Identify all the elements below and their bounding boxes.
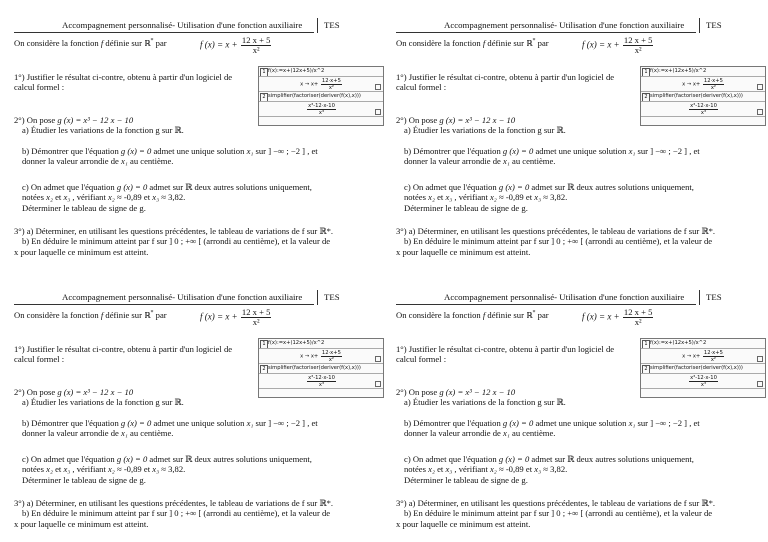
- question-2a: a) Étudier les variations de la fonction g sur ℝ.: [22, 397, 184, 408]
- cas-cell-marker: [757, 109, 763, 115]
- intro-text: On considère la fonction f définie sur ℝ* par: [396, 38, 549, 48]
- function-f-formula: f (x) = x + $\frac{12 x + 5}{\text{x²}}$: [582, 35, 653, 56]
- cas-cell-marker: [757, 381, 763, 387]
- question-3a: 3°) a) Déterminer, en utilisant les questions précédentes, le tableau de variations de f sur ℝ*.: [14, 226, 334, 236]
- cas-output-2: $\frac{\text{x³-12·x-10}}{\text{x³}}$: [641, 374, 765, 389]
- question-2: 2°) On pose g (x) = x³ − 12 x − 10 a) Étudier les variations de la fonction g sur ℝ.: [14, 115, 254, 136]
- question-3b: b) En déduire le minimum atteint par f sur ] 0 ; +∞ [ (arrondi au centième), et la valeur de: [404, 236, 713, 247]
- question-2c: c) On admet que l'équation g (x) = 0 admet sur ℝ deux autres solutions uniquement, notées x₂ et x₃ , vérifiant x₂ ≈ -0,89 et x₃ ≈ 3,82. Déterminer le tableau de signe de g.: [22, 182, 312, 213]
- cas-input-row-2: 2 simplifier(factoriser(deriver(f(x),x))): [641, 92, 765, 102]
- class-tag: TES: [706, 20, 722, 30]
- question-1: 1°) Justifier le résultat ci-contre, obtenu à partir d'un logiciel de calcul formel :: [14, 344, 233, 365]
- function-fraction: $\frac{12 x + 5}{\text{x²}}$: [623, 307, 653, 328]
- question-3a: 3°) a) Déterminer, en utilisant les questions précédentes, le tableau de variations de f sur ℝ*.: [14, 498, 334, 508]
- cas-output-2: $\frac{\text{x³-12·x-10}}{\text{x³}}$: [641, 102, 765, 117]
- intro-text: On considère la fonction f définie sur ℝ* par: [14, 38, 167, 48]
- worksheet-bottom-right: [396, 272, 766, 532]
- question-2: 2°) On pose g (x) = x³ − 12 x − 10 a) Étudier les variations de la fonction g sur ℝ.: [396, 387, 636, 408]
- cas-input-row-1: 1 f(x):=x+(12x+5)/x^2: [641, 339, 765, 349]
- question-3: 3°) a) Déterminer, en utilisant les questions précédentes, le tableau de variations de f sur ℝ*. b) En déduire le minimum atteint par f sur ] 0 ; +∞ [ (arrondi au centième), et la valeur de x pour laquelle ce minimum est atteint.: [396, 498, 716, 529]
- cas-screenshot: [640, 338, 766, 398]
- class-tag: TES: [324, 20, 340, 30]
- question-1: 1°) Justifier le résultat ci-contre, obtenu à partir d'un logiciel de calcul formel :: [396, 72, 615, 93]
- header: [14, 290, 384, 306]
- header-underline: [14, 304, 314, 305]
- question-3a: 3°) a) Déterminer, en utilisant les questions précédentes, le tableau de variations de f sur ℝ*.: [396, 498, 716, 508]
- cas-screenshot: [258, 66, 384, 126]
- cas-input-row-1: 1 f(x):=x+(12x+5)/x^2: [641, 67, 765, 77]
- cas-output-1: x → x+ $\frac{12\cdot x+5}{\text{x²}}$: [641, 349, 765, 364]
- cas-input-row-2: 2 simplifier(factoriser(deriver(f(x),x))): [259, 92, 383, 102]
- header-underline: [14, 32, 314, 33]
- cas-output-1: x → x+ $\frac{12\cdot x+5}{\text{x²}}$: [259, 77, 383, 92]
- question-2: 2°) On pose g (x) = x³ − 12 x − 10 a) Étudier les variations de la fonction g sur ℝ.: [14, 387, 254, 408]
- cas-screenshot: [640, 66, 766, 126]
- question-1: 1°) Justifier le résultat ci-contre, obtenu à partir d'un logiciel de calcul formel :: [396, 344, 615, 365]
- question-2: 2°) On pose g (x) = x³ − 12 x − 10 a) Étudier les variations de la fonction g sur ℝ.: [396, 115, 636, 136]
- header-title: Accompagnement personnalisé- Utilisation d'une fonction auxiliaire: [62, 292, 303, 302]
- header: [14, 18, 384, 34]
- function-f-formula: f (x) = x + $\frac{12 x + 5}{\text{x²}}$: [582, 307, 653, 328]
- cas-cell-marker: [375, 381, 381, 387]
- header-title: Accompagnement personnalisé- Utilisation d'une fonction auxiliaire: [444, 20, 685, 30]
- question-3: 3°) a) Déterminer, en utilisant les questions précédentes, le tableau de variations de f sur ℝ*. b) En déduire le minimum atteint par f sur ] 0 ; +∞ [ (arrondi au centième), et la valeur de x pour laquelle ce minimum est atteint.: [14, 498, 334, 529]
- question-2b: b) Démontrer que l'équation g (x) = 0 admet une unique solution x₁ sur ] −∞ ; −2 ] , et donner la valeur arrondie de x₁ au centième.: [404, 418, 700, 439]
- cas-input-row-1: 1 f(x):=x+(12x+5)/x^2: [259, 67, 383, 77]
- cas-cell-marker: [757, 356, 763, 362]
- cas-output-2: $\frac{\text{x³-12·x-10}}{\text{x³}}$: [259, 374, 383, 389]
- question-3b: b) En déduire le minimum atteint par f sur ] 0 ; +∞ [ (arrondi au centième), et la valeur de: [22, 508, 331, 519]
- cas-screenshot: [258, 338, 384, 398]
- header: [396, 290, 766, 306]
- cas-input-row-2: 2 simplifier(factoriser(deriver(f(x),x))): [641, 364, 765, 374]
- cas-output-1: x → x+ $\frac{12\cdot x+5}{\text{x²}}$: [641, 77, 765, 92]
- cas-cell-marker: [375, 109, 381, 115]
- question-2b: b) Démontrer que l'équation g (x) = 0 admet une unique solution x₁ sur ] −∞ ; −2 ] , et donner la valeur arrondie de x₁ au centième.: [22, 418, 318, 439]
- cas-cell-marker: [757, 84, 763, 90]
- header-separator: [317, 18, 318, 33]
- header-title: Accompagnement personnalisé- Utilisation d'une fonction auxiliaire: [62, 20, 303, 30]
- function-f-formula: f (x) = x + $\frac{12 x + 5}{\text{x²}}$: [200, 307, 271, 328]
- question-3: 3°) a) Déterminer, en utilisant les questions précédentes, le tableau de variations de f sur ℝ*. b) En déduire le minimum atteint par f sur ] 0 ; +∞ [ (arrondi au centième), et la valeur de x pour laquelle ce minimum est atteint.: [14, 226, 334, 257]
- cas-cell-marker: [375, 356, 381, 362]
- function-fraction: $\frac{12 x + 5}{\text{x²}}$: [241, 35, 271, 56]
- question-2c: c) On admet que l'équation g (x) = 0 admet sur ℝ deux autres solutions uniquement, notées x₂ et x₃ , vérifiant x₂ ≈ -0,89 et x₃ ≈ 3,82. Déterminer le tableau de signe de g.: [22, 454, 312, 485]
- question-2b: b) Démontrer que l'équation g (x) = 0 admet une unique solution x₁ sur ] −∞ ; −2 ] , et donner la valeur arrondie de x₁ au centième.: [404, 146, 700, 167]
- question-2c: c) On admet que l'équation g (x) = 0 admet sur ℝ deux autres solutions uniquement, notées x₂ et x₃ , vérifiant x₂ ≈ -0,89 et x₃ ≈ 3,82. Déterminer le tableau de signe de g.: [404, 454, 694, 485]
- cas-output-1: x → x+ $\frac{12\cdot x+5}{\text{x²}}$: [259, 349, 383, 364]
- intro-text: On considère la fonction f définie sur ℝ* par: [396, 310, 549, 320]
- question-2b: b) Démontrer que l'équation g (x) = 0 admet une unique solution x₁ sur ] −∞ ; −2 ] , et donner la valeur arrondie de x₁ au centième.: [22, 146, 318, 167]
- header: [396, 18, 766, 34]
- worksheet-top-right: [396, 0, 766, 260]
- cas-output-2: $\frac{\text{x³-12·x-10}}{\text{x³}}$: [259, 102, 383, 117]
- header-underline: [396, 32, 696, 33]
- header-underline: [396, 304, 696, 305]
- question-2a: a) Étudier les variations de la fonction g sur ℝ.: [22, 125, 184, 136]
- question-3b: b) En déduire le minimum atteint par f sur ] 0 ; +∞ [ (arrondi au centième), et la valeur de: [404, 508, 713, 519]
- question-1: 1°) Justifier le résultat ci-contre, obtenu à partir d'un logiciel de calcul formel :: [14, 72, 233, 93]
- cas-input-row-2: 2 simplifier(factoriser(deriver(f(x),x))): [259, 364, 383, 374]
- worksheet-top-left: [14, 0, 384, 260]
- header-title: Accompagnement personnalisé- Utilisation d'une fonction auxiliaire: [444, 292, 685, 302]
- question-2c: c) On admet que l'équation g (x) = 0 admet sur ℝ deux autres solutions uniquement, notées x₂ et x₃ , vérifiant x₂ ≈ -0,89 et x₃ ≈ 3,82. Déterminer le tableau de signe de g.: [404, 182, 694, 213]
- function-fraction: $\frac{12 x + 5}{\text{x²}}$: [623, 35, 653, 56]
- header-separator: [699, 18, 700, 33]
- cas-cell-marker: [375, 84, 381, 90]
- class-tag: TES: [706, 292, 722, 302]
- function-f-formula: f (x) = x + $\frac{12 x + 5}{\text{x²}}$: [200, 35, 271, 56]
- function-fraction: $\frac{12 x + 5}{\text{x²}}$: [241, 307, 271, 328]
- question-2a: a) Étudier les variations de la fonction g sur ℝ.: [404, 125, 566, 136]
- worksheet-bottom-left: [14, 272, 384, 532]
- class-tag: TES: [324, 292, 340, 302]
- question-3b: b) En déduire le minimum atteint par f sur ] 0 ; +∞ [ (arrondi au centième), et la valeur de: [22, 236, 331, 247]
- intro-text: On considère la fonction f définie sur ℝ* par: [14, 310, 167, 320]
- cas-input-row-1: 1 f(x):=x+(12x+5)/x^2: [259, 339, 383, 349]
- header-separator: [317, 290, 318, 305]
- question-2a: a) Étudier les variations de la fonction g sur ℝ.: [404, 397, 566, 408]
- question-3a: 3°) a) Déterminer, en utilisant les questions précédentes, le tableau de variations de f sur ℝ*.: [396, 226, 716, 236]
- question-3: 3°) a) Déterminer, en utilisant les questions précédentes, le tableau de variations de f sur ℝ*. b) En déduire le minimum atteint par f sur ] 0 ; +∞ [ (arrondi au centième), et la valeur de x pour laquelle ce minimum est atteint.: [396, 226, 716, 257]
- header-separator: [699, 290, 700, 305]
